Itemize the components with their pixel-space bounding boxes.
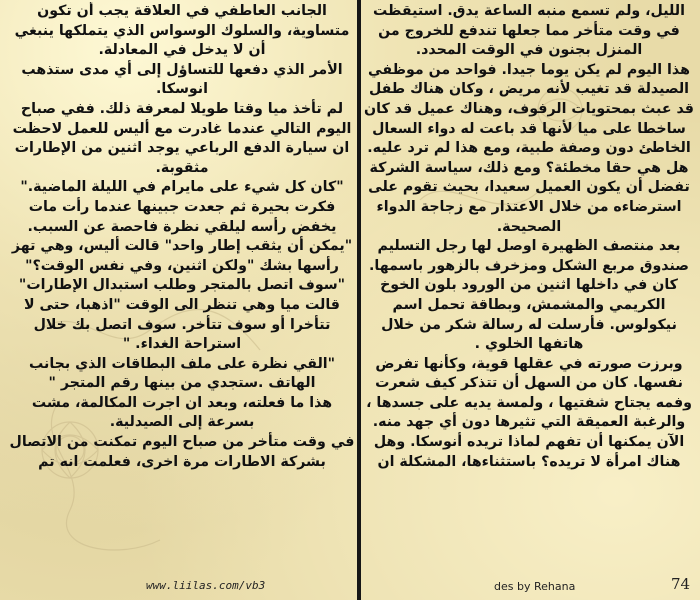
- paragraph: "سوف اتصل بالمتجر وطلب استبدال الإطارات" قالت ميا وهي تنظر الى الوقت "اذهبا، حتى لا تتأخرا أو سوف تتأخر. سوف اتصل بك خلال استراحة الغداء. ": [18, 277, 346, 353]
- paragraph: لم تأخذ ميا وقتا طويلا لمعرفة ذلك. ففي صباح اليوم التالي عندما غادرت مع أليس للعمل لاحظت ان سيارة الدفع الرباعي يوجد اثنين من الإطارات مثقوبة.: [12, 100, 352, 176]
- paragraph: "كان كل شيء على مايرام في الليلة الماضية." فكرت بحيرة ثم جعدت جبينها عندما رأت مات يخفض رأسه ليلقي نظرة فاحصة عن السبب.: [20, 179, 344, 235]
- footer-url: www.liilas.com/vb3: [146, 579, 266, 592]
- text-column-right: [364, 2, 694, 574]
- paragraph: هذا ما فعلته، وبعد ان اجرت المكالمة، مشت بسرعة إلى الصيدلية.: [31, 394, 333, 431]
- paragraph: هذا اليوم لم يكن يوما جيدا. فواحد من موظفي الصيدلة قد تغيب لأنه مريض ، وكان هناك طفل قد عبث بمحتويات الرفوف، وهناك عميل قد كان ساخطا على ميا لأنها قد باعت له دواء السعال الخاطئ دون وصفة طبية، ومع هذا لم ترد عليه. هل هي حقا مخطئة؟ ومع ذلك، سياسة الشركة تفضل أن يكون العميل سعيدا، بحيث تقوم على استرضاءه من خلال الاعتذار مع زجاجة الدواء الصحيحة.: [364, 61, 694, 235]
- paragraph: "القي نظرة على ملف البطاقات الذي بجانب الهاتف .ستجدي من بينها رقم المتجر ": [28, 355, 336, 392]
- paragraph: "يمكن أن يثقب إطار واحد" قالت أليس، وهي تهز رأسها بشك "ولكن اثنين، وفي نفس الوقت؟": [11, 238, 353, 274]
- text-column-left: [8, 2, 356, 574]
- column-divider: [357, 0, 361, 600]
- footer-credit: des by Rehana: [494, 580, 576, 593]
- paragraph: الليل، ولم تسمع منبه الساعة يدق. استيقظت في وقت متأخر مما جعلها تندفع للخروج من المنزل بجنون في الوقت المحدد.: [373, 3, 685, 59]
- paragraph: وبرزت صورته في عقلها قوية، وكأنها تفرض نفسها. كان من السهل أن تتذكر كيف شعرت وفمه يجتاح شفتيها ، ولمسة يديه على جسدها ، والرغبة العميقة التي تثيرها دون أي جهد منه.: [366, 355, 692, 431]
- paragraph: الجانب العاطفي في العلاقة يجب أن تكون متساوية، والسلوك الوسواس الذي يتملكها ينبغي أن لا يدخل في المعادلة.: [14, 3, 350, 59]
- paragraph: في وقت متأخر من صباح اليوم تمكنت من الاتصال بشركة الاطارات مرة اخرى، فعلمت انه تم: [9, 434, 355, 470]
- page-number: 74: [671, 575, 691, 593]
- paragraph: الأمر الذي دفعها للتساؤل إلى أي مدى ستذهب انوسكا.: [21, 61, 343, 98]
- paragraph: بعد منتصف الظهيرة اوصل لها رجل التسليم صندوق مربع الشكل ومزخرف بالزهور باسمها. كان في داخلها اثنين من الورود بلون الخوخ الكريمي والمشمش، وبطاقة تحمل اسم نيكولوس. فأرسلت له رسالة شكر من خلال هاتفها الخلوي .: [369, 238, 689, 353]
- paragraph: الآن يمكنها أن تفهم لماذا تريده أنوسكا. وهل هناك امرأة لا تريده؟ باستثناءها، المشكلة ان: [373, 434, 685, 470]
